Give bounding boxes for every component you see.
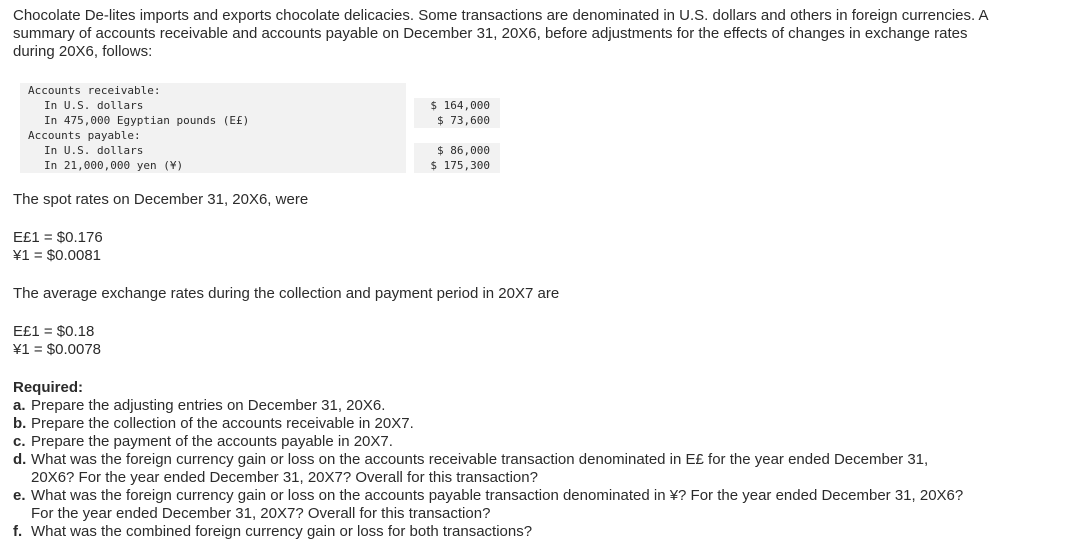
table-row xyxy=(20,128,500,143)
required-section xyxy=(13,379,973,541)
average-rate-yen: ¥1 = $0.0078 xyxy=(13,341,102,358)
item-text: What was the foreign currency gain or loss on the accounts receivable transaction denominated in E£ for the year ended December 31, 20X6? For the year ended December 31, 20X7? Overall for this transaction? xyxy=(31,451,929,486)
required-title: Required: xyxy=(13,379,84,396)
average-rates-intro: The average exchange rates during the collection and payment period in 20X7 are xyxy=(13,285,560,302)
item-letter: f. xyxy=(13,523,23,540)
average-rate-egp: E£1 = $0.18 xyxy=(13,323,95,340)
spot-rate-egp: E£1 = $0.176 xyxy=(13,229,103,246)
item-text: What was the foreign currency gain or loss on the accounts payable transaction denominated in ¥? For the year ended December 31, 20X6? For the year ended December 31, 20X7? Overall for this transaction? xyxy=(31,487,964,522)
required-item xyxy=(13,451,973,487)
item-text: Prepare the adjusting entries on December 31, 20X6. xyxy=(31,397,386,414)
item-text: Prepare the payment of the accounts payable in 20X7. xyxy=(31,433,393,450)
required-item xyxy=(13,415,973,433)
item-letter: b. xyxy=(13,415,27,432)
item-letter: a. xyxy=(13,397,26,414)
required-item xyxy=(13,397,973,415)
ap-heading: Accounts payable: xyxy=(20,128,406,143)
intro-paragraph: Chocolate De-lites imports and exports chocolate delicacies. Some transactions are denominated in U.S. dollars and others in foreign currencies. A summary of accounts receivable and accounts payable on December 31, 20X6, before adjustments for the effects of changes in exchange rates during 20X6, follows: xyxy=(13,7,988,60)
item-letter: e. xyxy=(13,487,26,504)
table-row xyxy=(20,113,500,128)
balances-table xyxy=(20,83,500,173)
ar-egp-value: $ 73,600 xyxy=(414,113,500,128)
ap-yen-label: In 21,000,000 yen (¥) xyxy=(20,158,406,173)
item-text: What was the combined foreign currency gain or loss for both transactions? xyxy=(31,523,533,540)
item-letter: c. xyxy=(13,433,26,450)
ar-heading: Accounts receivable: xyxy=(20,83,406,98)
table-row xyxy=(20,143,500,158)
ar-egp-label: In 475,000 Egyptian pounds (E£) xyxy=(20,113,406,128)
spot-rate-yen: ¥1 = $0.0081 xyxy=(13,247,102,264)
required-item xyxy=(13,487,973,523)
item-text: Prepare the collection of the accounts receivable in 20X7. xyxy=(31,415,414,432)
item-letter: d. xyxy=(13,451,27,468)
required-item xyxy=(13,433,973,451)
table-row xyxy=(20,83,500,98)
ap-yen-value: $ 175,300 xyxy=(414,158,500,173)
ap-usd-value: $ 86,000 xyxy=(414,143,500,158)
table-row xyxy=(20,158,500,173)
ar-usd-value: $ 164,000 xyxy=(414,98,500,113)
spot-rates-intro: The spot rates on December 31, 20X6, were xyxy=(13,191,309,208)
ar-usd-label: In U.S. dollars xyxy=(20,98,406,113)
required-item xyxy=(13,523,973,541)
table-row xyxy=(20,98,500,113)
ap-usd-label: In U.S. dollars xyxy=(20,143,406,158)
